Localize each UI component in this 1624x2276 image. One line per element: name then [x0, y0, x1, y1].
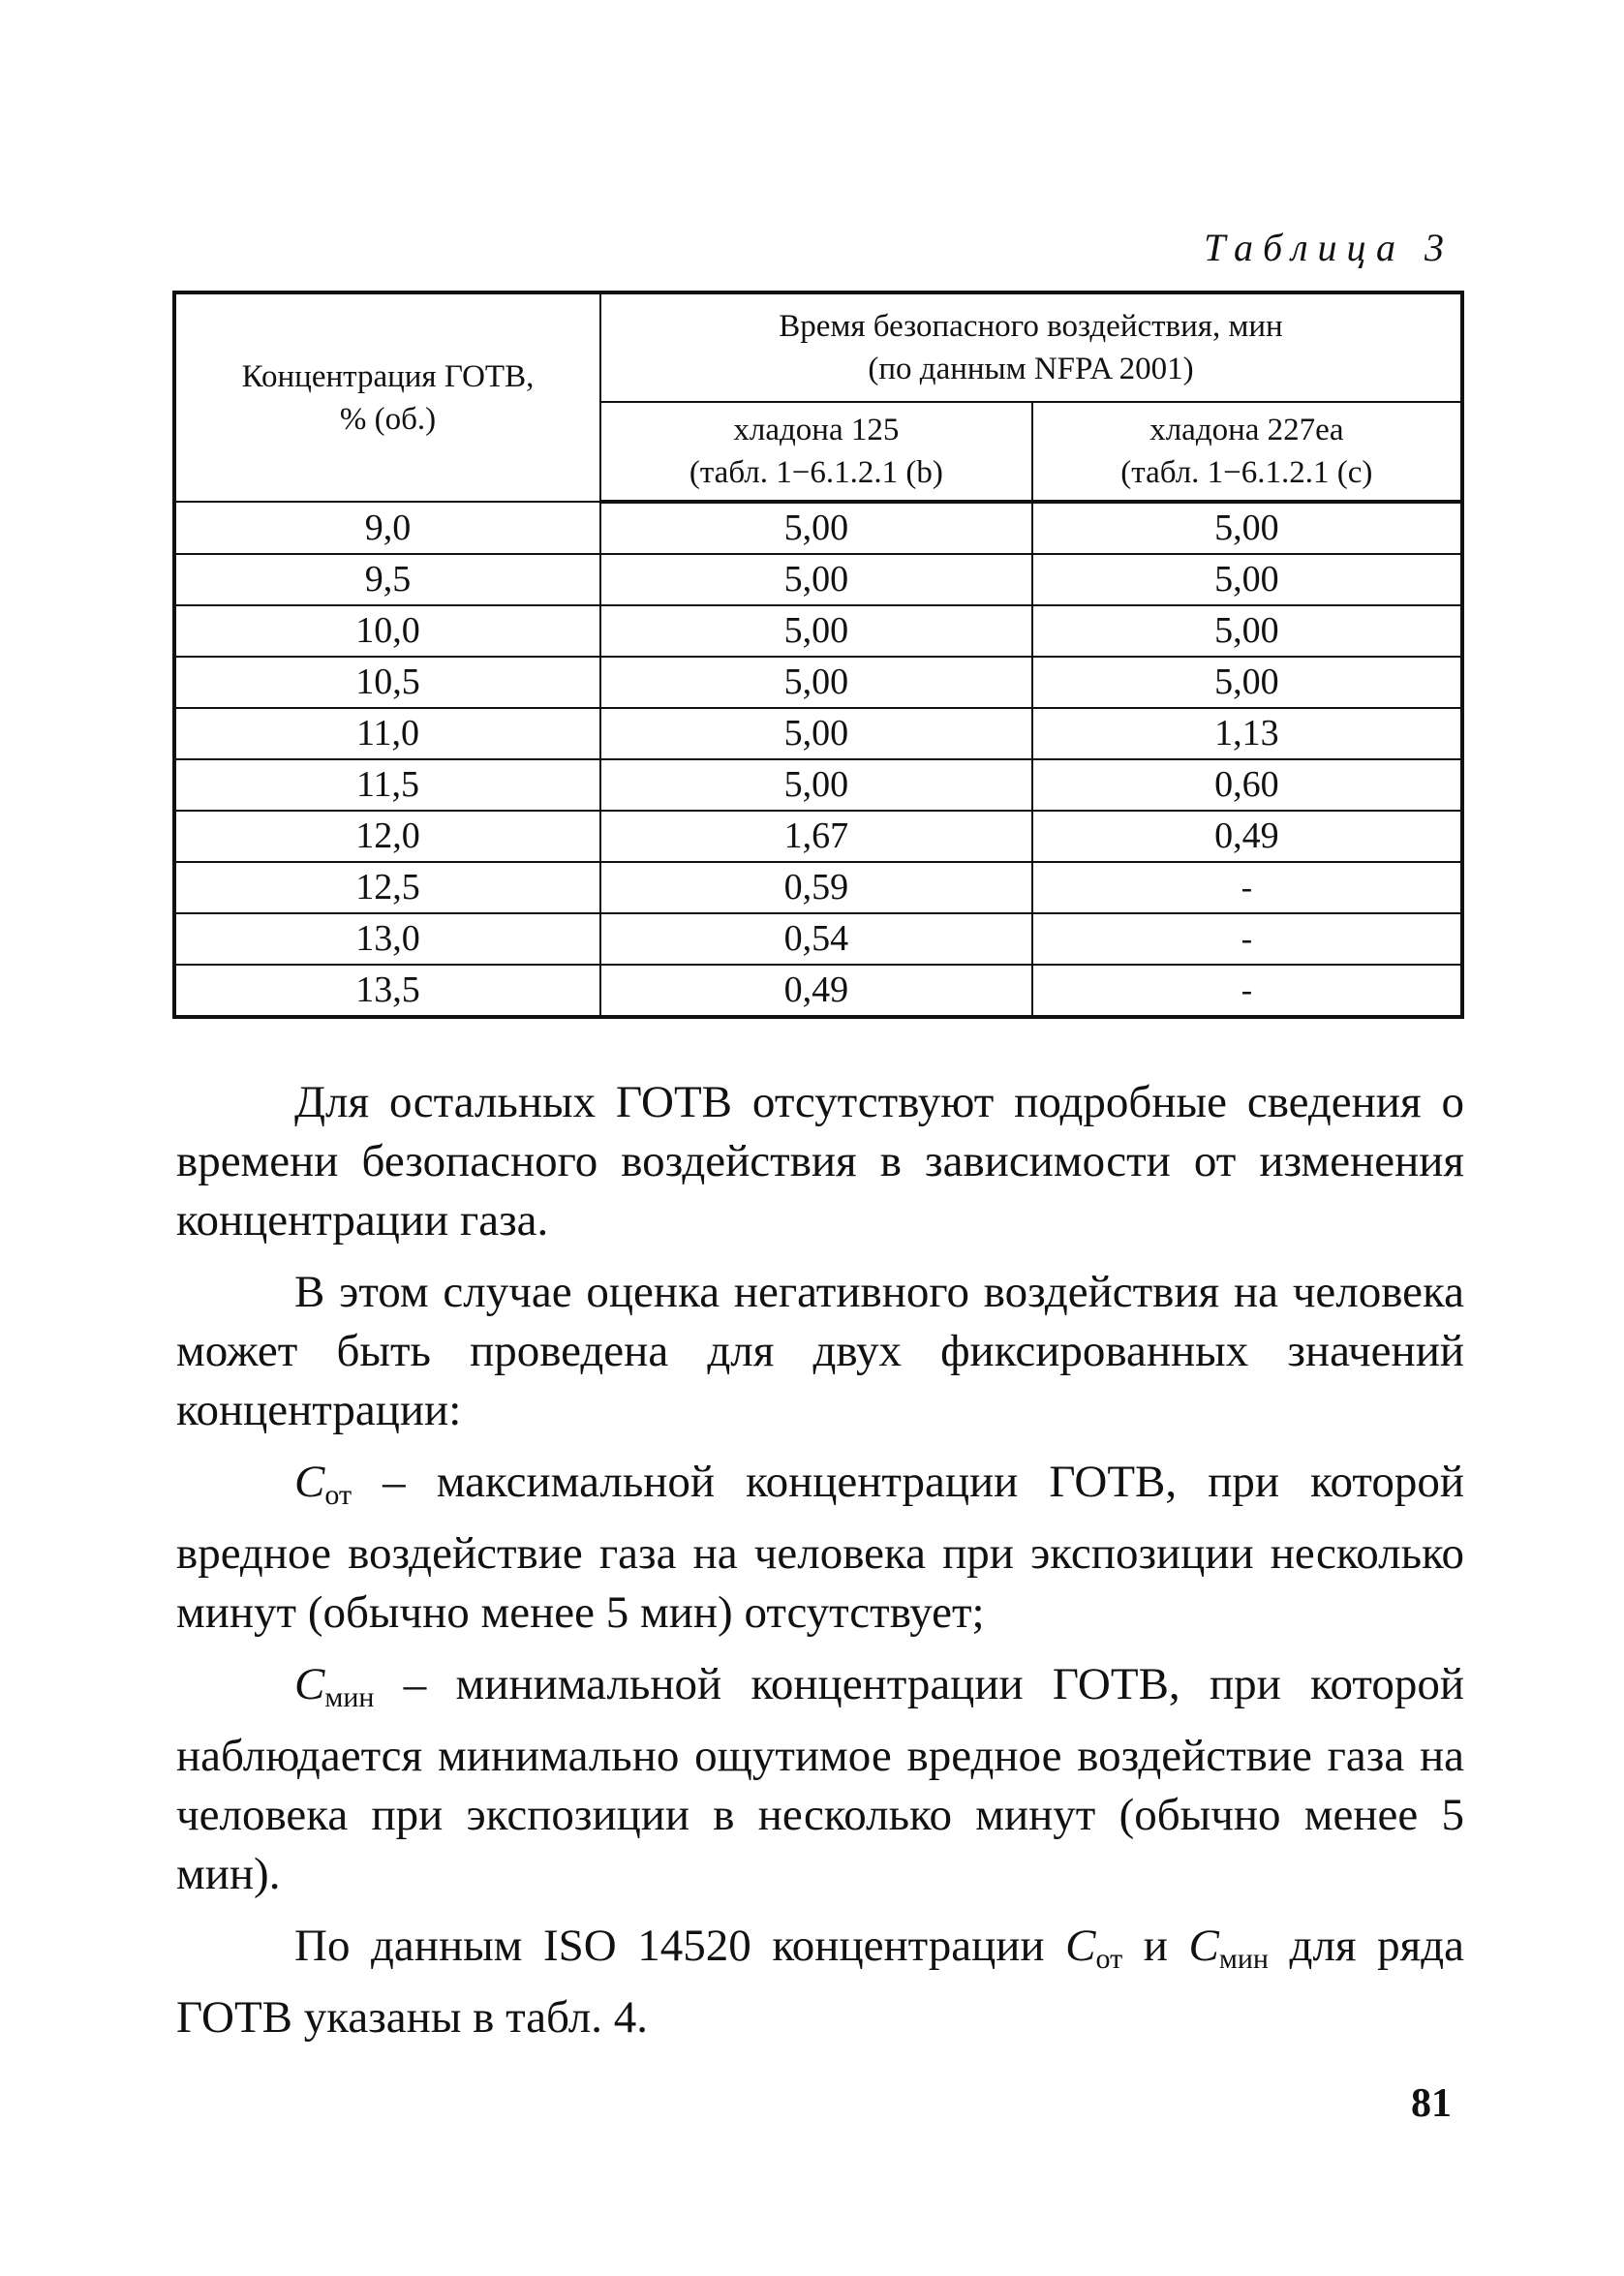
text-part: и	[1122, 1921, 1189, 1971]
paragraph-assessment: В этом случае оценка негативного воздействия на человека может быть проведена для двух фиксированных значений концентрации:	[176, 1267, 1464, 1435]
symbol-letter: C	[1188, 1921, 1219, 1971]
cell-halon-227ea: 5,00	[1032, 657, 1462, 708]
cell-halon-125: 0,49	[600, 965, 1032, 1017]
cell-halon-227ea: 0,49	[1032, 811, 1462, 862]
header-227-line2: (табл. 1−6.1.2.1 (c)	[1120, 455, 1373, 490]
cell-halon-227ea: 5,00	[1032, 605, 1462, 657]
table-row	[174, 554, 1462, 605]
header-227-line1: хладона 227ea	[1149, 413, 1344, 447]
definition-text: – максимальной концентрации ГОТВ, при которой вредное воздействие газа на человека при экспозиции несколько минут (обычно менее 5 мин) отсутствует;	[176, 1457, 1464, 1638]
cell-halon-227ea: 0,60	[1032, 759, 1462, 811]
header-safe-time	[600, 292, 1462, 402]
text-part: для ряда ГОТВ указаны в табл. 4.	[176, 1921, 1464, 2043]
header-time-line1: Время безопасного воздействия, мин	[779, 309, 1283, 344]
header-concentration-line2: % (об.)	[339, 401, 437, 437]
header-125-line2: (табл. 1−6.1.2.1 (b)	[689, 455, 943, 490]
symbol-subscript: от	[324, 1479, 352, 1511]
cell-halon-125: 5,00	[600, 554, 1032, 605]
cell-concentration: 12,0	[174, 811, 600, 862]
symbol-letter: C	[294, 1457, 325, 1507]
paragraph-no-details: Для остальных ГОТВ отсутствуют подробные сведения о времени безопасного воздействия в зависимости от изменения концентрации газа.	[176, 1077, 1464, 1246]
cell-concentration: 9,5	[174, 554, 600, 605]
cell-halon-227ea: 1,13	[1032, 708, 1462, 759]
header-time-line2: (по данным NFPA 2001)	[868, 352, 1194, 386]
cell-concentration: 11,5	[174, 759, 600, 811]
symbol-c-min	[294, 1659, 375, 1713]
cell-halon-125: 0,59	[600, 862, 1032, 913]
table-row	[174, 657, 1462, 708]
table-row	[174, 759, 1462, 811]
table-row	[174, 605, 1462, 657]
cell-halon-227ea: 5,00	[1032, 554, 1462, 605]
cell-concentration: 13,0	[174, 913, 600, 965]
cell-halon-125: 0,54	[600, 913, 1032, 965]
paragraph-c-ot	[176, 1453, 1464, 1643]
header-concentration	[174, 292, 600, 502]
cell-concentration: 13,5	[174, 965, 600, 1017]
table-row	[174, 502, 1462, 554]
symbol-c-min	[1188, 1921, 1269, 1975]
cell-halon-125: 5,00	[600, 605, 1032, 657]
cell-concentration: 10,5	[174, 657, 600, 708]
page-number: 81	[1411, 2081, 1452, 2126]
cell-concentration: 12,5	[174, 862, 600, 913]
symbol-letter: C	[294, 1659, 325, 1709]
cell-halon-125: 5,00	[600, 657, 1032, 708]
cell-halon-227ea: -	[1032, 913, 1462, 965]
table-row	[174, 862, 1462, 913]
symbol-c-ot	[294, 1457, 352, 1511]
cell-halon-227ea: -	[1032, 965, 1462, 1017]
table-caption: Таблица 3	[1204, 226, 1454, 269]
table-row	[174, 708, 1462, 759]
paragraph-c-min	[176, 1655, 1464, 1904]
table-row	[174, 811, 1462, 862]
symbol-subscript: мин	[1218, 1943, 1269, 1975]
cell-halon-125: 5,00	[600, 759, 1032, 811]
cell-halon-227ea: -	[1032, 862, 1462, 913]
text-part: По данным ISO 14520 концентрации	[294, 1921, 1066, 1971]
definition-text: – минимальной концентрации ГОТВ, при которой наблюдается минимально ощутимое вредное воздействие газа на человека при экспозиции в несколько минут (обычно менее 5 мин).	[176, 1659, 1464, 1899]
paragraph-iso-reference	[176, 1917, 1464, 2047]
header-halon-227ea	[1032, 402, 1462, 502]
cell-halon-227ea: 5,00	[1032, 502, 1462, 554]
cell-concentration: 9,0	[174, 502, 600, 554]
cell-halon-125: 5,00	[600, 502, 1032, 554]
cell-concentration: 10,0	[174, 605, 600, 657]
cell-halon-125: 5,00	[600, 708, 1032, 759]
body-text	[176, 1073, 1464, 2060]
cell-halon-125: 1,67	[600, 811, 1032, 862]
symbol-subscript: от	[1095, 1943, 1123, 1975]
table-row	[174, 913, 1462, 965]
symbol-c-ot	[1065, 1921, 1123, 1975]
symbol-subscript: мин	[324, 1681, 375, 1713]
safe-exposure-table	[172, 291, 1464, 1019]
header-125-line1: хладона 125	[733, 413, 900, 447]
header-halon-125	[600, 402, 1032, 502]
header-concentration-line1: Концентрация ГОТВ,	[241, 358, 535, 394]
cell-concentration: 11,0	[174, 708, 600, 759]
table-row	[174, 965, 1462, 1017]
symbol-letter: C	[1065, 1921, 1096, 1971]
